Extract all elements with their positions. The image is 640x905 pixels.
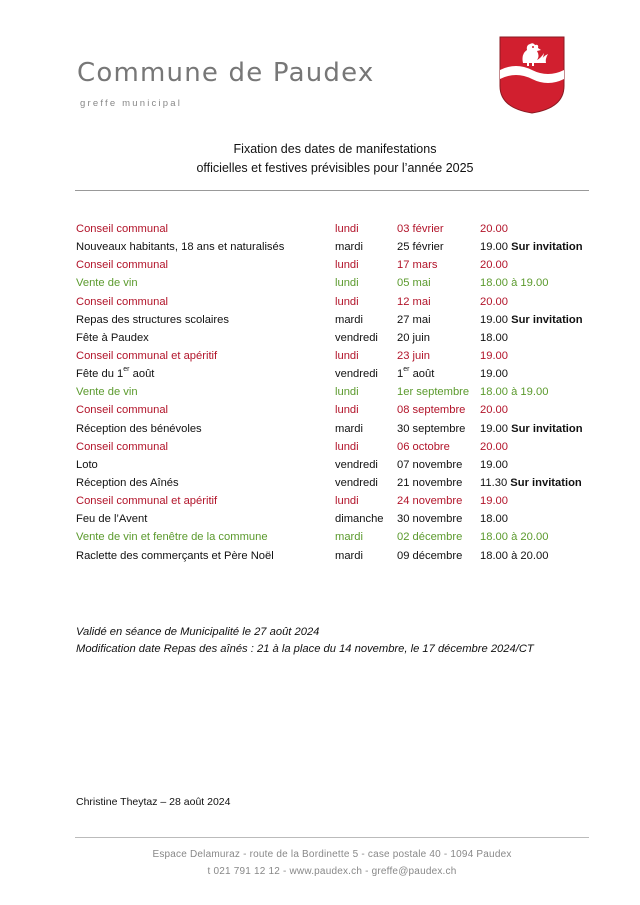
event-day: mardi <box>335 531 363 544</box>
event-time: 20.00 <box>480 404 508 417</box>
event-name: Vente de vin et fenêtre de la commune <box>76 531 268 544</box>
event-time: 19.00 <box>480 495 508 508</box>
event-date: 23 juin <box>397 349 430 362</box>
event-time: 19.00 Sur invitation <box>480 422 583 435</box>
event-date: 24 novembre <box>397 495 463 508</box>
event-row <box>76 510 616 528</box>
event-row <box>76 329 616 347</box>
event-name: Conseil communal <box>76 223 169 235</box>
event-day: vendredi <box>335 368 378 381</box>
event-row <box>76 420 616 438</box>
footer <box>75 846 589 880</box>
event-name: Conseil communal <box>76 295 169 308</box>
title-divider <box>75 190 589 191</box>
invitation-note: Sur invitation <box>510 476 582 489</box>
title-line-1: Fixation des dates de manifestations <box>233 142 437 156</box>
event-time: 20.00 <box>480 440 508 453</box>
event-row <box>76 528 616 546</box>
event-date: 03 février <box>397 223 444 235</box>
event-time: 18.00 <box>480 513 508 526</box>
title-line-2: officielles et festives prévisibles pour l’année 2025 <box>196 161 474 175</box>
event-day: lundi <box>335 277 359 290</box>
validation-note <box>76 624 534 658</box>
event-name: Conseil communal et apéritif <box>76 349 218 362</box>
event-row <box>76 238 616 256</box>
event-day: mardi <box>335 313 363 326</box>
event-row <box>76 293 616 311</box>
validation-line-1: Validé en séance de Municipalité le 27 août 2024 <box>76 626 320 638</box>
event-time: 20.00 <box>480 223 508 235</box>
event-time: 19.00 <box>480 368 508 381</box>
event-day: mardi <box>335 422 363 435</box>
event-name: Fête du 1er août <box>76 366 155 381</box>
event-name: Réception des bénévoles <box>76 422 202 435</box>
event-row <box>76 347 616 365</box>
org-name: Commune de Paudex <box>77 58 375 88</box>
event-name: Feu de l’Avent <box>76 513 148 526</box>
event-row <box>76 274 616 292</box>
event-day: lundi <box>335 259 359 272</box>
event-date: 1er août <box>397 366 435 381</box>
event-name: Conseil communal <box>76 404 169 417</box>
invitation-note: Sur invitation <box>511 422 583 435</box>
event-time: 20.00 <box>480 295 508 308</box>
event-day: mardi <box>335 549 363 562</box>
event-date: 05 mai <box>397 277 431 290</box>
footer-divider <box>75 837 589 838</box>
event-date: 08 septembre <box>397 404 466 417</box>
page-header <box>0 0 640 120</box>
invitation-note: Sur invitation <box>511 313 583 326</box>
event-time: 20.00 <box>480 259 508 272</box>
event-time: 19.00 Sur invitation <box>480 241 583 254</box>
event-date: 06 octobre <box>397 440 450 453</box>
event-day: vendredi <box>335 331 378 344</box>
event-date: 09 décembre <box>397 549 463 562</box>
event-row <box>76 365 616 383</box>
event-name: Conseil communal <box>76 440 169 453</box>
event-time: 18.00 <box>480 331 508 344</box>
event-date: 30 septembre <box>397 422 466 435</box>
event-date: 07 novembre <box>397 458 463 471</box>
event-time: 19.00 Sur invitation <box>480 313 583 326</box>
event-name: Repas des structures scolaires <box>76 313 229 326</box>
footer-contact: t 021 791 12 12 - www.paudex.ch - greffe@paudex.ch <box>207 866 457 877</box>
event-day: vendredi <box>335 458 378 471</box>
event-row <box>76 311 616 329</box>
event-date: 21 novembre <box>397 476 463 489</box>
event-name: Fête à Paudex <box>76 331 149 344</box>
event-row <box>76 492 616 510</box>
event-name: Nouveaux habitants, 18 ans et naturalisés <box>76 241 285 254</box>
footer-address: Espace Delamuraz - route de la Bordinette 5 - case postale 40 - 1094 Paudex <box>152 849 512 860</box>
event-name: Raclette des commerçants et Père Noël <box>76 549 274 562</box>
event-date: 27 mai <box>397 313 431 326</box>
event-date: 30 novembre <box>397 513 463 526</box>
event-day: lundi <box>335 349 359 362</box>
event-name: Conseil communal <box>76 259 169 272</box>
signature: Christine Theytaz – 28 août 2024 <box>76 796 231 808</box>
event-date: 20 juin <box>397 331 430 344</box>
event-name: Conseil communal et apéritif <box>76 495 218 508</box>
events-table <box>76 220 616 565</box>
event-day: lundi <box>335 295 359 308</box>
event-row <box>76 401 616 419</box>
event-date: 17 mars <box>397 259 438 272</box>
org-subtitle: greffe municipal <box>80 98 183 109</box>
event-day: mardi <box>335 241 363 254</box>
event-row <box>76 547 616 565</box>
event-row <box>76 438 616 456</box>
validation-line-2: Modification date Repas des aînés : 21 à la place du 14 novembre, le 17 décembre 2024/CT <box>76 643 534 655</box>
event-row <box>76 383 616 401</box>
event-row <box>76 456 616 474</box>
event-row <box>76 256 616 274</box>
event-time: 19.00 <box>480 349 508 362</box>
event-date: 02 décembre <box>397 531 463 544</box>
event-date: 12 mai <box>397 295 431 308</box>
event-row <box>76 474 616 492</box>
event-day: lundi <box>335 440 359 453</box>
event-day: vendredi <box>335 476 378 489</box>
event-row <box>76 220 616 238</box>
document-title <box>80 140 590 178</box>
event-time: 18.00 à 19.00 <box>480 386 549 399</box>
event-day: lundi <box>335 386 359 399</box>
event-time: 18.00 à 19.00 <box>480 277 549 290</box>
event-day: lundi <box>335 223 359 235</box>
event-name: Loto <box>76 458 98 471</box>
event-day: dimanche <box>335 513 384 526</box>
event-day: lundi <box>335 495 359 508</box>
event-time: 19.00 <box>480 458 508 471</box>
event-day: lundi <box>335 404 359 417</box>
rooster-coat-of-arms-icon <box>499 36 565 114</box>
event-name: Réception des Aînés <box>76 476 179 489</box>
invitation-note: Sur invitation <box>511 241 583 254</box>
event-date: 25 février <box>397 241 444 254</box>
event-name: Vente de vin <box>76 386 138 399</box>
event-name: Vente de vin <box>76 277 138 290</box>
event-time: 18.00 à 20.00 <box>480 531 549 544</box>
event-time: 18.00 à 20.00 <box>480 549 549 562</box>
event-time: 11.30 Sur invitation <box>480 476 582 489</box>
event-date: 1er septembre <box>397 386 470 399</box>
